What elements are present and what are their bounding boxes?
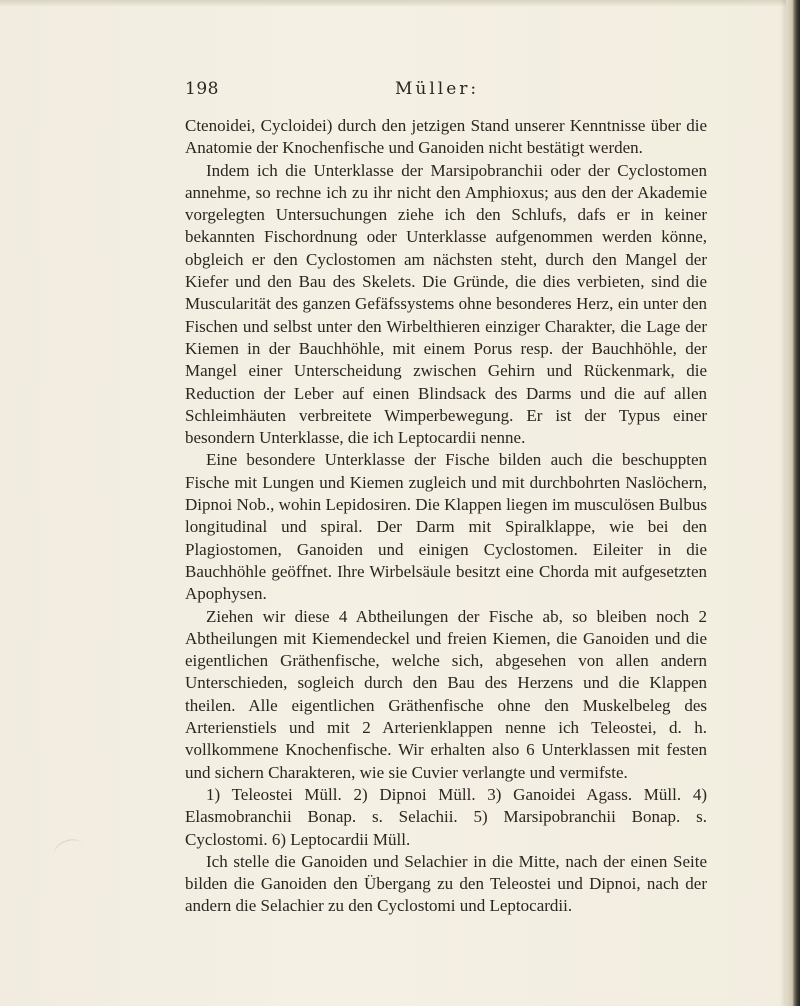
paragraph-4: Ziehen wir diese 4 Abtheilungen der Fische ab, so bleiben noch 2 Abtheilungen mit Kiemendeckel und freien Kiemen, die Ganoiden und die eigentlichen Gräthenfische, welche sich, abgesehen von allen andern Unterschieden, sogleich durch den Bau des Herzens und die Klappen theilen. Alle eigentlichen Gräthenfische ohne den Muskelbeleg des Arterienstiels und mit 2 Arterienklappen nenne ich Teleostei, d. h. vollkommene Knochenfische. Wir erhalten also 6 Unterklassen mit festen und sichern Charakteren, wie sie Cuvier verlangte und vermifste. — [185, 606, 707, 782]
paper-mark — [51, 836, 86, 866]
body-text — [185, 115, 707, 918]
paragraph-2: Indem ich die Unterklasse der Marsipobranchii oder der Cyclostomen annehme, so rechne ich zu ihr nicht den Amphioxus; aus den der Akademie vorgelegten Untersuchungen ziehe ich den Schlufs, dafs er in keiner bekannten Fischordnung oder Unterklasse aufgenommen werden könne, obgleich er den Cyclostomen am nächsten steht, durch den Mangel der Kiefer und den Bau des Skelets. Die Gründe, die dies verbieten, sind die Muscularität des ganzen Gefäfssystems ohne besonderes Herz, ein unter den Fischen und selbst unter den Wirbelthieren einziger Charakter, die Lage der Kiemen in der Bauchhöhle, mit einem Porus resp. der Bauchhöhle, der Mangel einer Unterscheidung zwischen Gehirn und Rückenmark, die Reduction der Leber auf einen Blindsack des Darms und die auf allen Schleimhäuten verbreitete Wimperbewegung. Er ist der Typus einer besondern Unterklasse, die ich Leptocardii nenne. — [185, 160, 707, 448]
page-number: 198 — [185, 79, 219, 99]
paragraph-3: Eine besondere Unterklasse der Fische bilden auch die beschuppten Fische mit Lungen und Kiemen zugleich und mit durchbohrten Naslöchern, Dipnoi Nob., wohin Lepidosiren. Die Klappen liegen im musculösen Bulbus longitudinal und spiral. Der Darm mit Spiralklappe, wie bei den Plagiostomen, Ganoiden und einigen Cyclostomen. Eileiter in die Bauchhöhle geöffnet. Ihre Wirbelsäule besitzt eine Chorda mit aufgesetzten Apophysen. — [185, 450, 707, 604]
running-head: Müller: — [395, 79, 480, 99]
page-binding-edge — [786, 0, 800, 1006]
page-top-edge — [0, 0, 800, 6]
page-header — [185, 79, 705, 105]
paragraph-1: Ctenoidei, Cycloidei) durch den jetzigen Stand unserer Kenntnisse über die Anatomie der Knochenfische und Ganoiden nicht bestätigt werden. — [185, 116, 707, 158]
paragraph-6: Ich stelle die Ganoiden und Selachier in die Mitte, nach der einen Seite bilden die Ganoiden den Übergang zu den Teleostei und Dipnoi, nach der andern die Selachier zu den Cyclostomi und Leptocardii. — [185, 851, 707, 916]
paragraph-5-subclass-list: 1) Teleostei Müll. 2) Dipnoi Müll. 3) Ganoidei Agass. Müll. 4) Elasmobranchii Bonap. s. Selachii. 5) Marsipobranchii Bonap. s. Cyclostomi. 6) Leptocardii Müll. — [185, 784, 707, 849]
